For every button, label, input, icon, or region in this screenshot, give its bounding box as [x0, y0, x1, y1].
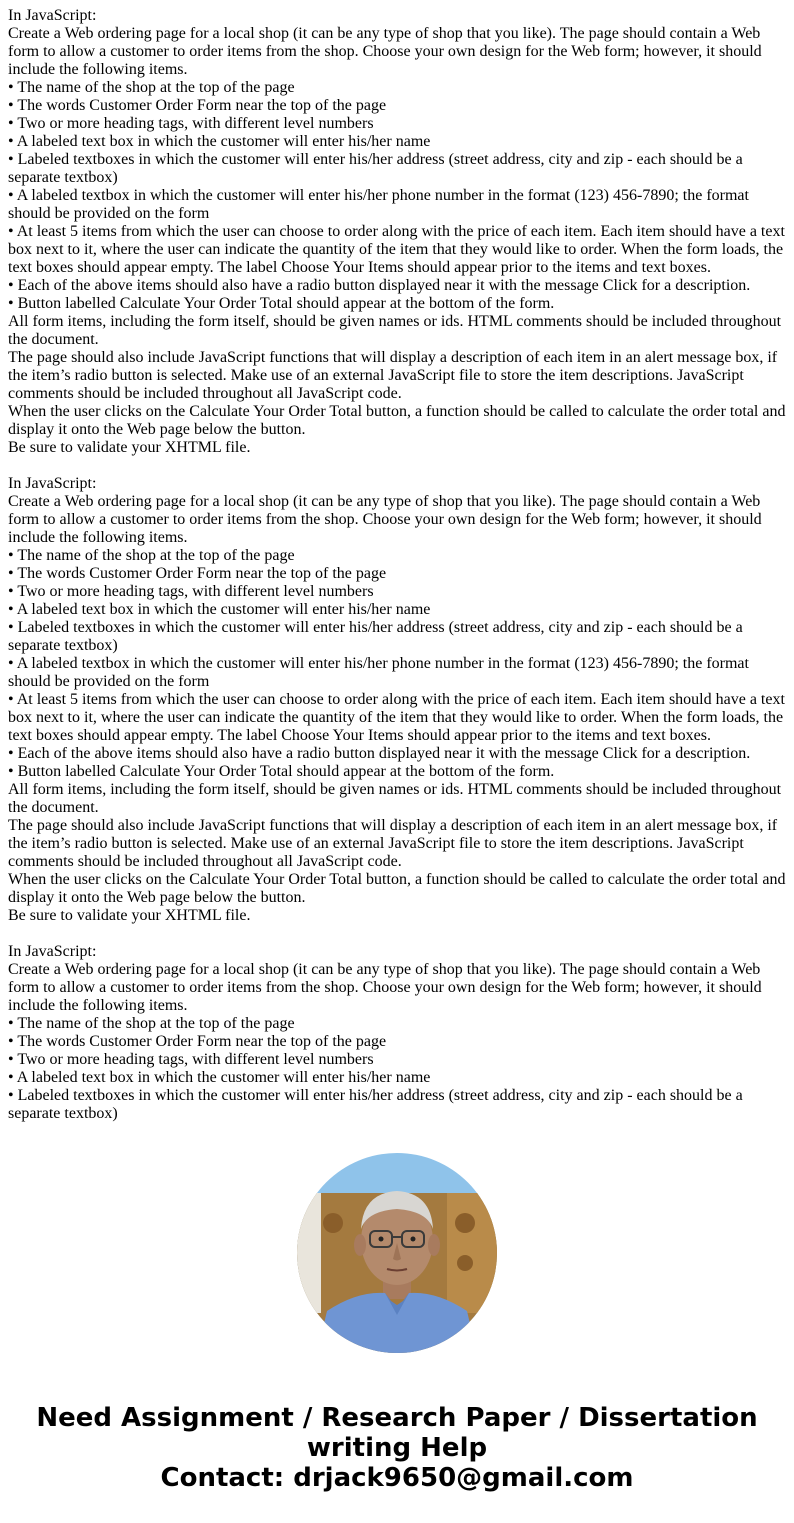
text-line: Create a Web ordering page for a local shop (it can be any type of shop that you like). The page should contain a Web form to allow a customer to order items from the shop. Choose your own design for the Web form; however, it should include the following items.	[8, 25, 762, 78]
text-line: Be sure to validate your XHTML file.	[8, 439, 251, 456]
text-line: • A labeled text box in which the customer will enter his/her name	[8, 133, 431, 150]
text-line: • Two or more heading tags, with different level numbers	[8, 583, 374, 600]
text-line: • The words Customer Order Form near the top of the page	[8, 97, 387, 114]
text-line: • At least 5 items from which the user can choose to order along with the price of each item. Each item should have a text box next to it, where the user can indicate the quantity of the item that they would like to order. When the form loads, the text boxes should appear empty. The label Choose Your Items should appear prior to the items and text boxes.	[8, 691, 785, 744]
text-line: • Two or more heading tags, with different level numbers	[8, 115, 374, 132]
text-line: • Labeled textboxes in which the customer will enter his/her address (street address, city and zip - each should be a separate textbox)	[8, 151, 743, 186]
text-line: • A labeled textbox in which the customer will enter his/her phone number in the format (123) 456-7890; the format should be provided on the form	[8, 187, 749, 222]
avatar-portrait	[297, 1153, 497, 1353]
text-line: Create a Web ordering page for a local shop (it can be any type of shop that you like). The page should contain a Web form to allow a customer to order items from the shop. Choose your own design for the Web form; however, it should include the following items.	[8, 961, 762, 1014]
footer-banner	[0, 1403, 794, 1493]
text-block	[8, 943, 788, 1123]
text-block	[8, 475, 788, 925]
author-avatar	[297, 1153, 497, 1353]
text-line: • Each of the above items should also have a radio button displayed near it with the message Click for a description.	[8, 277, 751, 294]
text-line: The page should also include JavaScript functions that will display a description of each item in an alert message box, if the item’s radio button is selected. Make use of an external JavaScript file to store the item descriptions. JavaScript comments should be included throughout all JavaScript code.	[8, 349, 778, 402]
text-line: • Each of the above items should also have a radio button displayed near it with the message Click for a description.	[8, 745, 751, 762]
text-line: • Two or more heading tags, with different level numbers	[8, 1051, 374, 1068]
text-line: • The words Customer Order Form near the top of the page	[8, 565, 387, 582]
text-line: • At least 5 items from which the user can choose to order along with the price of each item. Each item should have a text box next to it, where the user can indicate the quantity of the item that they would like to order. When the form loads, the text boxes should appear empty. The label Choose Your Items should appear prior to the items and text boxes.	[8, 223, 785, 276]
text-line: • Labeled textboxes in which the customer will enter his/her address (street address, city and zip - each should be a separate textbox)	[8, 1087, 743, 1122]
text-line: All form items, including the form itself, should be given names or ids. HTML comments should be included throughout the document.	[8, 313, 782, 348]
text-line: Create a Web ordering page for a local shop (it can be any type of shop that you like). The page should contain a Web form to allow a customer to order items from the shop. Choose your own design for the Web form; however, it should include the following items.	[8, 493, 762, 546]
text-block	[8, 7, 788, 457]
text-line: • The name of the shop at the top of the page	[8, 547, 295, 564]
text-line: • A labeled text box in which the customer will enter his/her name	[8, 1069, 431, 1086]
text-line: In JavaScript:	[8, 943, 97, 960]
text-line: All form items, including the form itself, should be given names or ids. HTML comments should be included throughout the document.	[8, 781, 782, 816]
text-line: • The name of the shop at the top of the page	[8, 1015, 295, 1032]
document-body	[8, 7, 788, 1141]
text-line: Be sure to validate your XHTML file.	[8, 907, 251, 924]
text-line: The page should also include JavaScript functions that will display a description of each item in an alert message box, if the item’s radio button is selected. Make use of an external JavaScript file to store the item descriptions. JavaScript comments should be included throughout all JavaScript code.	[8, 817, 778, 870]
text-line: In JavaScript:	[8, 7, 97, 24]
text-line: When the user clicks on the Calculate Your Order Total button, a function should be called to calculate the order total and display it onto the Web page below the button.	[8, 871, 786, 906]
text-line: • The words Customer Order Form near the top of the page	[8, 1033, 387, 1050]
text-line: In JavaScript:	[8, 475, 97, 492]
text-line: • Button labelled Calculate Your Order Total should appear at the bottom of the form.	[8, 763, 555, 780]
text-line: • A labeled textbox in which the customer will enter his/her phone number in the format (123) 456-7890; the format should be provided on the form	[8, 655, 749, 690]
text-line: • The name of the shop at the top of the page	[8, 79, 295, 96]
text-line: • A labeled text box in which the customer will enter his/her name	[8, 601, 431, 618]
footer-contact-text: Contact: drjack9650@gmail.com	[160, 1463, 634, 1493]
text-line: • Labeled textboxes in which the customer will enter his/her address (street address, city and zip - each should be a separate textbox)	[8, 619, 743, 654]
text-line: When the user clicks on the Calculate Your Order Total button, a function should be called to calculate the order total and display it onto the Web page below the button.	[8, 403, 786, 438]
text-line: • Button labelled Calculate Your Order Total should appear at the bottom of the form.	[8, 295, 555, 312]
footer-help-text: Need Assignment / Research Paper / Dissertation writing Help	[36, 1403, 758, 1463]
